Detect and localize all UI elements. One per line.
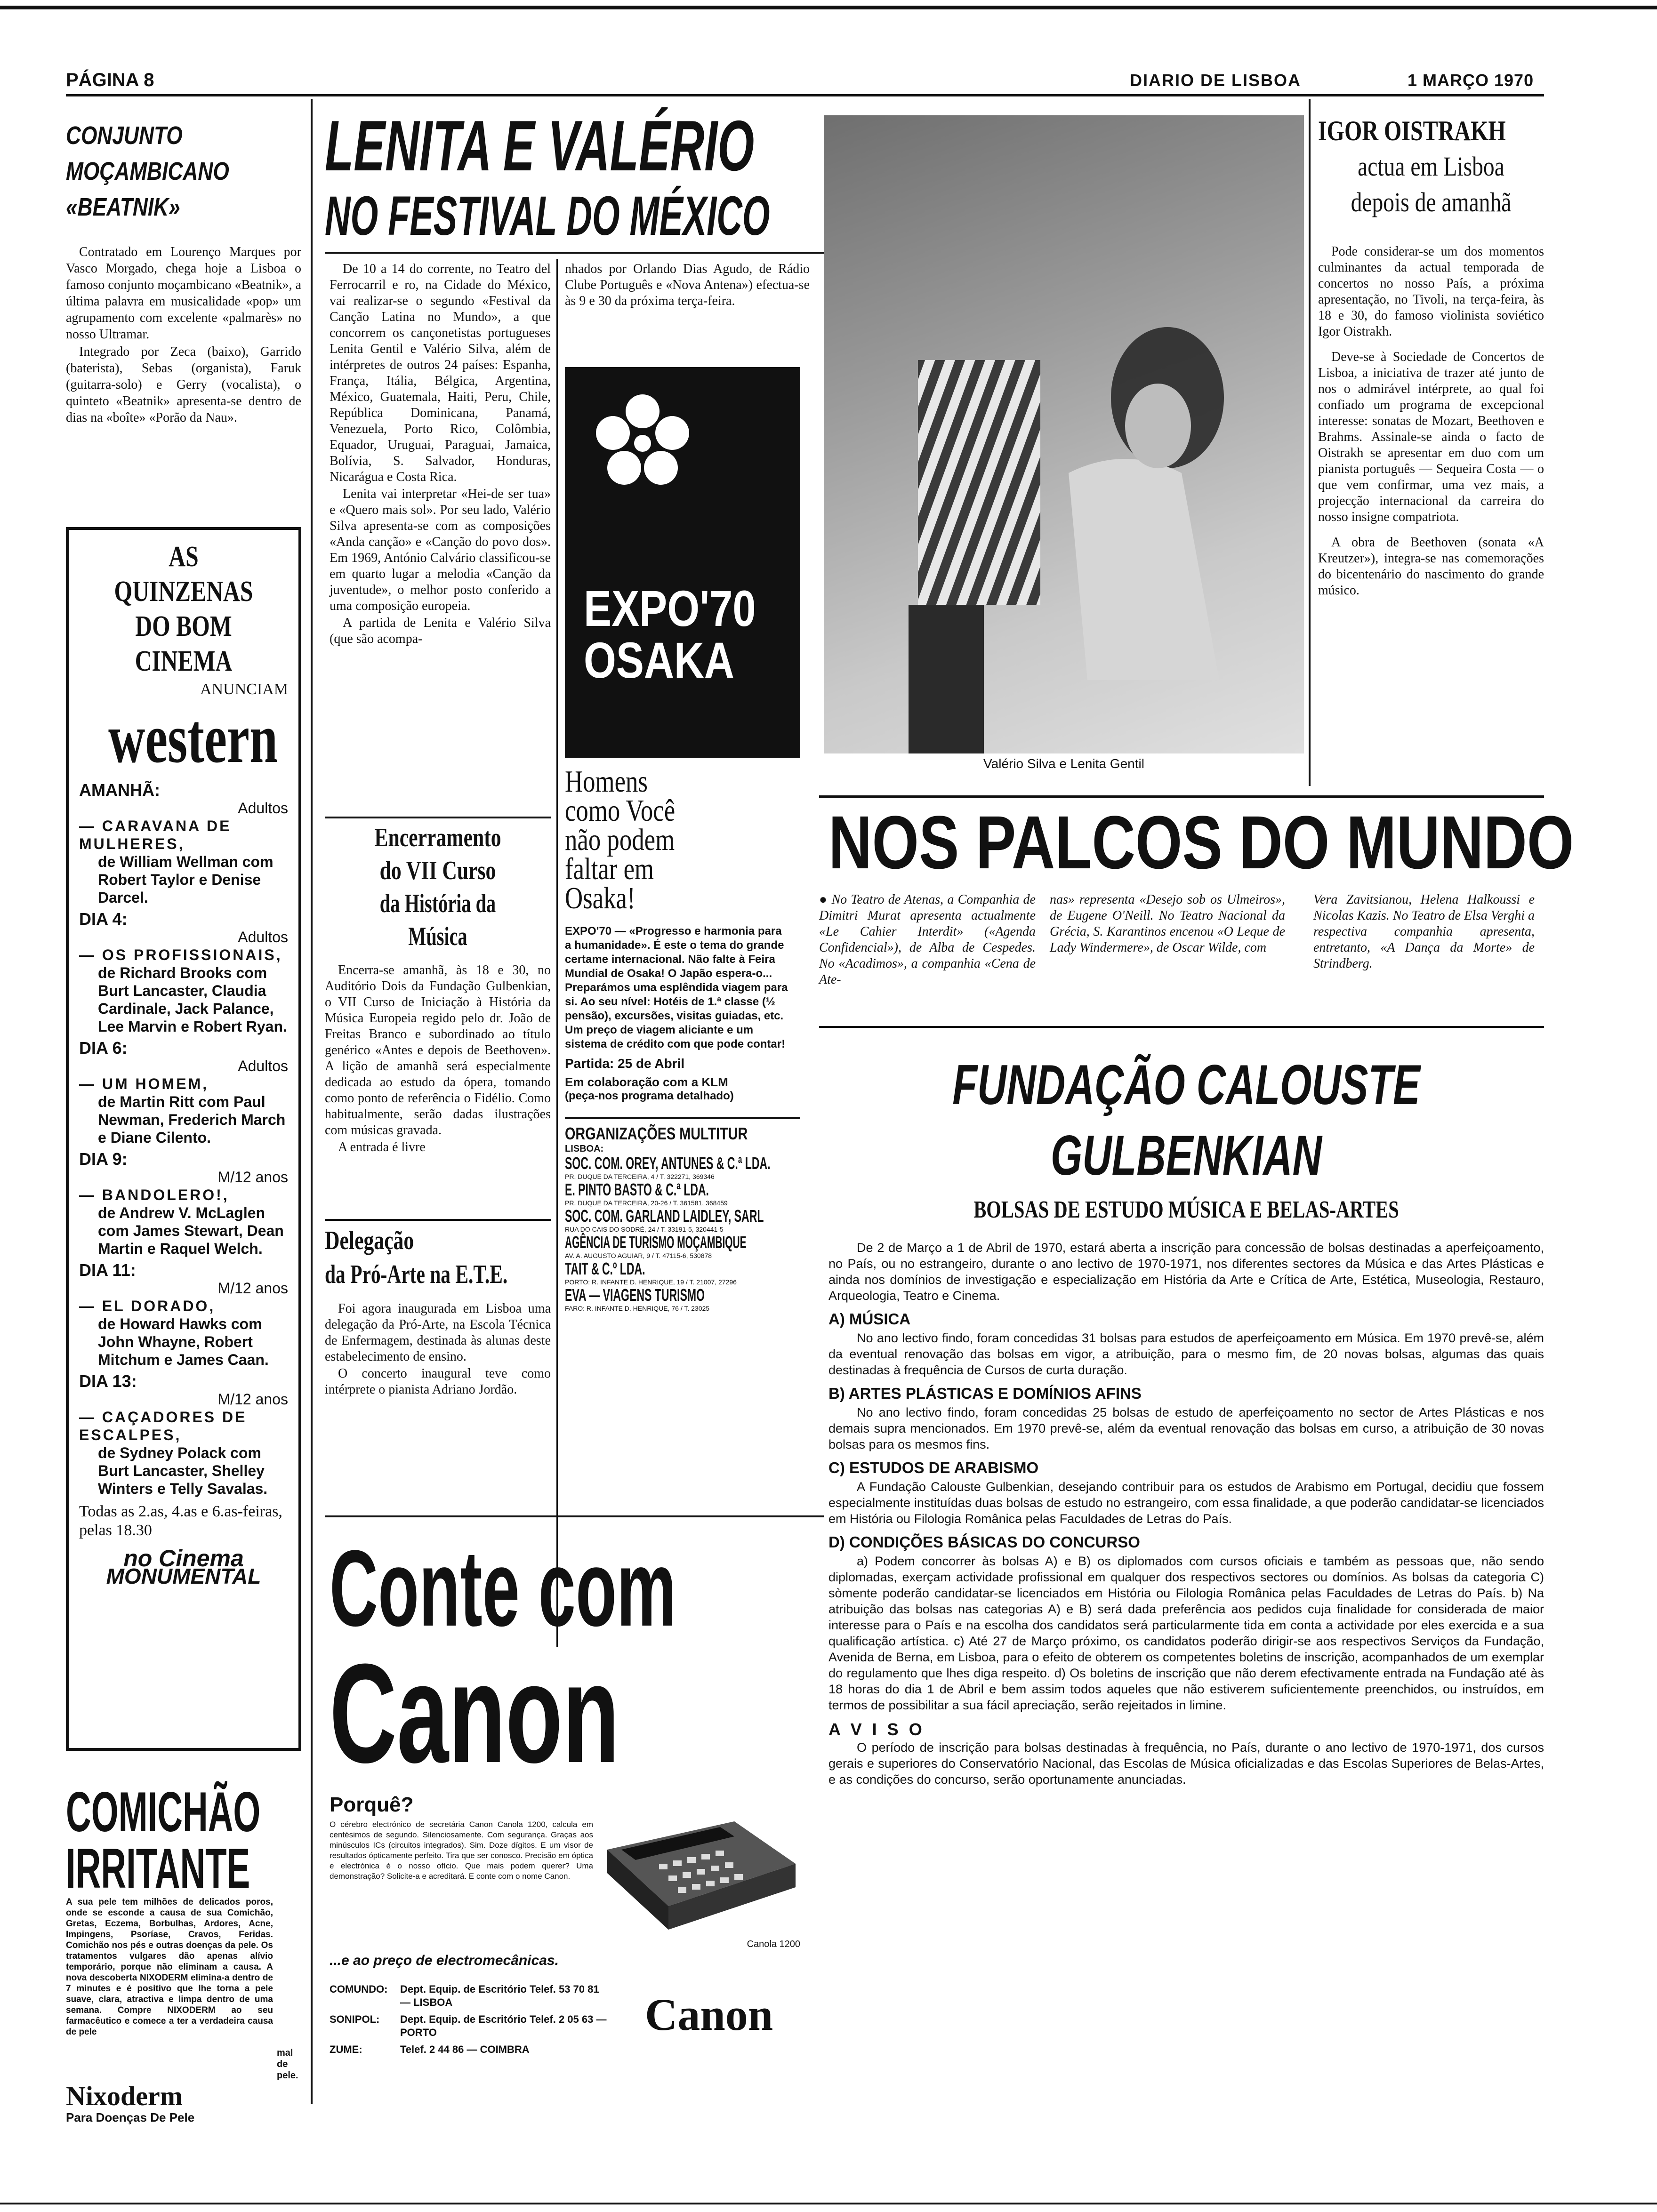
schedule-rating: Adultos (238, 929, 288, 946)
canon-features: O cérebro electrónico de secretária Canon Canola 1200, calcula em centésimos de segundo. Silenciosamente. Com segurança. Graças aos minúsculos ICs (circuitos integrados). Sim. Doze dígitos. E um visor de resultados ópticamente perfeito. Tira que ser conosco. Precisão em óptica e electrónica é o nosso ofício. Que mais podem querer? Uma demonstração? Solicite-a e acreditará. E conte com o nome Canon. (330, 1820, 593, 1881)
schedule-day: DIA 6: (79, 1038, 128, 1058)
agency-item (565, 1286, 810, 1313)
expo-title-1: EXPO'70 (584, 580, 756, 637)
delegacao-headline-2: da Pró-Arte na E.T.E. (325, 1260, 508, 1289)
nixoderm-headline-2: IRRITANTE (66, 1837, 250, 1900)
lenita-article (325, 108, 833, 247)
gulbenkian-headline-2: GULBENKIAN (1051, 1124, 1322, 1187)
dealer-label: SONIPOL: (330, 2013, 380, 2025)
gulbenkian-section (828, 1310, 1544, 1378)
schedule-times: Todas as 2.as, 4.as e 6.as-feiras, pelas 18.30 (79, 1503, 282, 1539)
schedule-rating: M/12 anos (217, 1169, 288, 1186)
cinema-title-1: AS QUINZENAS (114, 541, 253, 608)
schedule-item (79, 910, 288, 1035)
expo-headline: Homens (565, 764, 648, 799)
agency-address: FARO: R. INFANTE D. HENRIQUE, 76 / T. 23025 (565, 1305, 710, 1312)
schedule-details: de Andrew V. McLaglen com James Stewart, Dean Martin e Raquel Welch. (98, 1204, 284, 1257)
schedule-details: de Sydney Polack com Burt Lancaster, Shelley Winters e Telly Savalas. (98, 1444, 268, 1497)
palcos-text: No Teatro de Atenas, a Companhia de Dimitri Murat apresenta actualmente «Le Cahier Interdit» («Agenda Confidencial»), de Alba de Cespedes. No «Acadimos», a companhia «Cena de Ate- (819, 892, 1036, 987)
page-number: PÁGINA 8 (66, 70, 154, 90)
schedule-rating: Adultos (238, 800, 288, 817)
cinema-genre: western (108, 699, 278, 777)
nixoderm-ad (66, 1780, 311, 2124)
expo-headline: Osaka! (565, 881, 635, 915)
schedule-details: de Martin Ritt com Paul Newman, Frederich March e Diane Cilento. (98, 1093, 286, 1146)
expo-center (634, 435, 651, 452)
expo-ad (565, 367, 810, 1313)
agency-address: PORTO: R. INFANTE D. HENRIQUE, 19 / T. 21007, 27296 (565, 1278, 737, 1286)
cinema-venue-2: MONUMENTAL (106, 1564, 261, 1588)
conjunto-article (66, 118, 301, 427)
cinema-venue-1: no Cinema (123, 1545, 244, 1571)
agency-name: EVA — VIAGENS TURISMO (565, 1285, 705, 1305)
conjunto-headline-2: MOÇAMBICANO (66, 157, 229, 185)
lenita-headline-1: LENITA E VALÉRIO (325, 106, 755, 186)
nixoderm-headline-1: COMICHÃO (66, 1780, 261, 1843)
bullet-icon: ● (819, 892, 832, 907)
dealer-label: COMUNDO: (330, 1983, 388, 1995)
schedule-details: de Richard Brooks com Burt Lancaster, Claudia Cardinale, Jack Palance, Lee Marvin e Robert Ryan. (98, 964, 287, 1035)
igor-headline-2: actua em Lisboa (1358, 151, 1504, 182)
schedule-day: DIA 11: (79, 1260, 136, 1280)
igor-article (1318, 113, 1544, 600)
expo-agency-list (565, 1154, 810, 1313)
expo-body: EXPO'70 — «Progresso e harmonia para a humanidade». É este o tema do grande certame internacional. Não falte à Feira Mundial de Osaka! O Japão espera-o... Preparámos uma esplêndida viagem para si. Ao seu nível: Hotéis de 1.ª classe (½ pensão), excursões, visitas guiadas, etc. Um preço de viagem aliciante e um sistema de crédito com que pode contar! (565, 925, 788, 1050)
schedule-film: — BANDOLERO!, (79, 1186, 229, 1203)
igor-paragraph: Pode considerar-se um dos momentos culminantes da actual temporada de concertos no nosso País, a próxima apresentação, no Tivoli, na terça-feira, às 18 e 30, do famoso violinista soviético Igor Oistrakh. (1318, 244, 1544, 339)
encerramento-headline-2: do VII Curso (379, 856, 496, 885)
igor-paragraph: Deve-se à Sociedade de Concertos de Lisboa, a iniciativa de trazer até junto de nos o admirável intérprete, ao qual foi confiado um programa de excepcional interesse: sonatas de Mozart, Beethoven e Brahms. Assinale-se ainda o facto de Oistrakh se apresentar em duo com um pianista português — Sequeira Costa — o que vem confirmar, uma vez mais, a projecção internacional da carreira do nosso insigne compatriota. (1318, 350, 1544, 524)
lenita-col1 (330, 261, 551, 648)
agency-address: RUA DO CAIS DO SODRÉ, 24 / T. 33191-5, 320441-5 (565, 1226, 724, 1233)
palcos-col3: Vera Zavitsianou, Helena Halkoussi e Nicolas Kazis. No Teatro de Elsa Verghi a respectiva companhia apresenta, entretanto, «A Dança da Morte» de Strindberg. (1313, 892, 1535, 971)
section-title: C) ESTUDOS DE ARABISMO (828, 1459, 1039, 1476)
calculator-image (593, 1793, 800, 1944)
schedule-details: de Howard Hawks com John Whayne, Robert Mitchum e James Caan. (98, 1315, 269, 1368)
agency-item (565, 1260, 810, 1286)
aviso-title: A V I S O (828, 1720, 925, 1739)
agency-address: PR. DUQUE DA TERCEIRA, 4 / T. 322271, 369346 (565, 1173, 715, 1180)
newspaper-name: DIARIO DE LISBOA (1130, 71, 1302, 90)
encerramento-headline-3: da História da Música (379, 889, 496, 951)
nixoderm-tagline: Para Doenças De Pele (66, 2110, 195, 2124)
agency-address: AV. A. AUGUSTO AGUIAR, 9 / T. 47115-6, 530878 (565, 1252, 712, 1259)
schedule-item (79, 1372, 288, 1498)
agency-name: SOC. COM. GARLAND LAIDLEY, SARL (565, 1206, 764, 1226)
delegacao-article (325, 1224, 551, 1399)
section-title: A) MÚSICA (828, 1310, 911, 1328)
canon-ad (330, 1528, 824, 2118)
photo-lenita-valerio (824, 115, 1304, 774)
gulbenkian-section (828, 1385, 1544, 1452)
expo-program: (peça-nos programa detalhado) (565, 1090, 734, 1102)
schedule-film: — CARAVANA DE MULHERES, (79, 817, 232, 852)
expo-petal (626, 394, 660, 428)
schedule-details: de William Wellman com Robert Taylor e Denise Darcel. (98, 853, 273, 906)
expo-petal (596, 416, 630, 450)
gulbenkian-section (828, 1533, 1544, 1713)
schedule-day: AMANHÃ: (79, 780, 160, 800)
gulbenkian-section (828, 1459, 1544, 1527)
encerramento-headline-1: Encerramento (374, 823, 501, 852)
expo-petal (655, 416, 689, 450)
nixoderm-brand: Nixoderm (66, 2081, 183, 2111)
encerramento-paragraph: A entrada é livre (338, 1140, 426, 1154)
expo-headline: como Você (565, 793, 676, 828)
encerramento-paragraph: Encerra-se amanhã, às 18 e 30, no Auditório Dois da Fundação Gulbenkian, o VII Curso de Iniciação à História da Música Europeia regido pelo dr. João de Freitas Branco e subordinado ao título genérico «Antes e depois de Beethoven». A lição de amanhã será especialmente dedicada ao estudo da ópera, tomando como ponto de referência o Fidélio. Como habitualmente, serão dadas ilustrações com músicas gravada. (325, 963, 551, 1138)
delegacao-paragraph: Foi agora inaugurada em Lisboa uma delegação da Pró-Arte, na Escola Técnica de Enfermagem, destinada às alunas deste estabelecimento de ensino. (325, 1301, 551, 1364)
conjunto-headline-3: «BEATNIK» (66, 193, 180, 221)
dealer-text: Dept. Equip. de Escritório Telef. 2 05 63 — PORTO (400, 2013, 607, 2038)
agency-name: AGÊNCIA DE TURISMO MOÇAMBIQUE (565, 1233, 747, 1252)
expo-flower-icon (591, 391, 694, 494)
palcos-col2: nas» representa «Desejo sob os Ulmeiros», de Eugene O'Neill. No Teatro Nacional da Grécia, S. Karantinos encenou «O Leque de Lady Windermere», de Oscar Wilde, com (1050, 892, 1285, 955)
schedule-item (79, 1261, 288, 1369)
encerramento-article (325, 821, 551, 1156)
cinema-anunciam: ANUNCIAM (200, 681, 288, 698)
photo-caption: Valério Silva e Lenita Gentil (824, 753, 1304, 774)
agency-address: PR. DUQUE DA TERCEIRA, 20-26 / T. 361581, 368459 (565, 1199, 728, 1207)
expo-org-title: ORGANIZAÇÕES MULTITUR (565, 1124, 748, 1143)
schedule-film: — CAÇADORES DE ESCALPES, (79, 1409, 247, 1443)
dealer-item (330, 2013, 631, 2039)
lenita-col2: nhados por Orlando Dias Agudo, de Rádio Clube Português e «Nova Antena») efectua-se às 9 e 30 da próxima terça-feira. (565, 262, 810, 308)
expo-departure: Partida: 25 de Abril (565, 1056, 685, 1071)
schedule-item (79, 1039, 288, 1146)
expo-headline: não podem (565, 823, 675, 857)
schedule-day: DIA 4: (79, 909, 128, 929)
schedule-rating: M/12 anos (217, 1280, 288, 1297)
nixoderm-text: A sua pele tem milhões de delicados poros, onde se esconde a causa de sua Comichão, Gretas, Eczema, Borbulhas, Ardores, Acne, Impingens, Psoríase, Cravos, Feridas. Comichão nos pés e outras doenças da pele. Os tratamentos vulgares dão apenas alívio temporário, porque não eliminam a causa. A nova descoberta NIXODERM elimina-a dentro de 7 minutes e é positivo que lhe torna a pele suave, clara, atractiva e limpa dentro de uma semana. Compre NIXODERM ao seu farmacêutico e comece a ter a verdadeira causa de pele (66, 1897, 273, 2037)
section-title: D) CONDIÇÕES BÁSICAS DO CONCURSO (828, 1533, 1140, 1551)
aviso-text: O período de inscrição para bolsas destinadas à frequência, no País, durante o ano lectivo de 1970-1971, dos cursos gerais e superiores do Conservatório Nacional, das Escolas de Música oficializadas e das Escolas Superiores de Belas-Artes, e as condições do concurso, serão oportunamente anunciadas. (828, 1740, 1544, 1787)
expo-black-panel (565, 367, 800, 758)
gulbenkian-subtitle: BOLSAS DE ESTUDO MÚSICA E BELAS-ARTES (973, 1196, 1399, 1223)
cinema-title-2: DO BOM CINEMA (135, 610, 233, 677)
dealer-item (330, 1983, 631, 2009)
agency-item (565, 1207, 810, 1234)
schedule-film: — OS PROFISSIONAIS, (79, 946, 282, 963)
igor-headline-1: IGOR OISTRAKH (1318, 115, 1506, 146)
delegacao-headline-1: Delegação (325, 1226, 414, 1255)
agency-item (565, 1154, 810, 1181)
schedule-item (79, 1150, 288, 1258)
expo-headline: faltar em (565, 852, 654, 886)
section-text: a) Podem concorrer às bolsas A) e B) os diplomados com cursos oficiais e também as pessoas que, não sendo diplomadas, exerçam actividade profissional em qualquer dos respectivos sectores ou domínios. As bolsas da categoria C) sòmente poderão candidatar-se licenciados em História ou Filologia Românica pelas Faculdades de Letras do País. b) Na atribuição das bolsas nas categorias A) e B) será dada preferência aos pedidos cuja finalidade for considerada de maior interesse para o País e na escolha dos candidatos será particularmente tida em conta a actividade por eles exercida e a sua qualificação artística. c) Até 27 de Março próximo, os candidatos poderão dirigir-se aos respectivos Serviços da Fundação, Avenida de Berna, em Lisboa, para o efeito de obterem os competentes boletins de inscrição, acompanhados de um exemplar do regulamento que lhes diga respeito. d) Os boletins de inscrição que não derem efectivamente entrada na Fundação até às 18 horas do dia 1 de Abril e bem assim todos aqueles que não estiverem suficientemente preenchidos, ou instruídos, em termos de possibilitar a sua fácil apreciação, serão rejeitados in limine. (828, 1554, 1544, 1712)
gulbenkian-headline-1: FUNDAÇÃO CALOUSTE (952, 1053, 1420, 1116)
canon-headline-2: Canon (330, 1634, 619, 1792)
schedule-rating: Adultos (238, 1058, 288, 1074)
gulbenkian-intro: De 2 de Março a 1 de Abril de 1970, estará aberta a inscrição para concessão de bolsas destinadas a aperfeiçoamento, no País, ou no estrangeiro, durante o ano lectivo de 1970-1971, nos diferentes sectores da Música e das Artes Plásticas e ainda nos domínios de investigação e especialização em História da Arte e Crítica de Arte, Estética, Museologia, Restauro, Arqueologia, Teatro e Cinema. (828, 1241, 1544, 1303)
schedule-film: — UM HOMEM, (79, 1075, 209, 1092)
schedule-film: — EL DORADO, (79, 1298, 216, 1314)
palcos-col1 (819, 892, 1036, 988)
igor-headline-3: depois de amanhã (1351, 187, 1512, 217)
delegacao-paragraph: O concerto inaugural teve como intérprete o pianista Adriano Jordão. (325, 1366, 551, 1397)
schedule-day: DIA 13: (79, 1371, 137, 1391)
issue-date: 1 MARÇO 1970 (1408, 71, 1534, 90)
canon-logo: Canon (645, 1989, 773, 2040)
agency-name: E. PINTO BASTO & C.ª LDA. (565, 1180, 709, 1199)
canon-tagline: ...e ao preço de electromecânicas. (330, 1953, 559, 1968)
canon-model: Canola 1200 (747, 1939, 800, 1949)
igor-paragraph: A obra de Beethoven (sonata «A Kreutzer»), integra-se nas comemorações do bicentenário do nascimento do grande músico. (1318, 535, 1544, 598)
schedule-day: DIA 9: (79, 1149, 128, 1169)
section-text: A Fundação Calouste Gulbenkian, desejando contribuir para os estudos de Arabismo em Portugal, decidiu que fossem especialmente instituídas duas bolsas de estudo no estrangeiro, com essa finalidade, a que poderão candidatar-se licenciados em História ou Filologia Românica pelas Faculdades de Letras do País. (828, 1480, 1544, 1526)
lenita-paragraph: A partida de Lenita e Valério Silva (que são acompa- (330, 616, 551, 646)
expo-petal (644, 451, 678, 485)
conjunto-paragraph: Contratado em Lourenço Marques por Vasco Morgado, chega hoje a Lisboa o famoso conjunto moçambicano «Beatnik», a última palavra em musicalidade «pop» um agrupamento com excelente «palmarès» no nosso Ultramar. (66, 245, 301, 342)
photo-figures (824, 115, 1304, 774)
expo-title-2: OSAKA (584, 632, 734, 689)
schedule-rating: M/12 anos (217, 1391, 288, 1408)
expo-petal (607, 451, 641, 485)
agency-name: TAIT & C.º LDA. (565, 1259, 645, 1278)
section-text: No ano lectivo findo, foram concedidas 25 bolsas de estudo de aperfeiçoamento no sector de Artes Plásticas e nos demais supra mencionados. Em 1970 prevê-se, além da eventual renovação das bolsas em curso, a atribuição de 30 novas bolsas para os mesmos fins. (828, 1405, 1544, 1451)
lenita-paragraph: Lenita vai interpretar «Hei-de ser tua» e «Quero mais sol». Por seu lado, Valério Silva apresenta-se com as composições «Anda canção» e «Canção do povo dos». Em 1969, António Calvário classificou-se em quarto lugar a melodia «Canção da juventude», o melhor posto conferido a uma composição europeia. (330, 487, 551, 613)
cinema-ad (66, 527, 301, 1751)
section-text: No ano lectivo findo, foram concedidas 31 bolsas para estudos de aperfeiçoamento em Música. Em 1970 prevê-se, além da eventual renovação das bolsas em vigor, a atribuição, para o mesmo fim, de 20 novas bolsas, algumas das quais destinadas à frequência de Cursos de curta duração. (828, 1331, 1544, 1377)
agency-name: SOC. COM. OREY, ANTUNES & C.ª LDA. (565, 1154, 771, 1173)
agency-item (565, 1234, 810, 1260)
dealer-text: Telef. 2 44 86 — COIMBRA (400, 2044, 530, 2055)
expo-klm: Em colaboração com a KLM (565, 1075, 728, 1089)
palcos-headline: NOS PALCOS DO MUNDO (828, 800, 1574, 884)
gulbenkian-ad (828, 1050, 1544, 1787)
section-title: B) ARTES PLÁSTICAS E DOMÍNIOS AFINS (828, 1385, 1142, 1402)
agency-item (565, 1181, 810, 1207)
lenita-paragraph: De 10 a 14 do corrente, no Teatro del Ferrocarril e ro, na Cidade do México, vai realizar-se o segundo «Festival da Canção Latina no Mundo», a que concorrem os cançonetistas portugueses Lenita Gentil e Valério Silva, além de intérpretes de outros 24 países: Espanha, França, Itália, Bélgica, Argentina, México, Guatemala, Haiti, Peru, Chile, República Dominicana, Panamá, Venezuela, Porto Rico, Colômbia, Equador, Uruguai, Paraguai, Jamaica, Bolívia, S. Salvador, Honduras, Nicarágua e Costa Rica. (330, 262, 551, 484)
lenita-headline-2: NO FESTIVAL DO MÉXICO (325, 185, 770, 247)
canon-why: Porquê? (330, 1793, 414, 1816)
nixoderm-side: mal de pele. (277, 2048, 298, 2081)
canon-headline-1: Conte com (330, 1528, 676, 1649)
conjunto-paragraph: Integrado por Zeca (baixo), Garrido (baterista), Sebas (organista), Faruk (guitarra-solo) e Gerry (vocalista), o quinteto «Beatnik» apresenta-se dentro de dias na «boîte» «Porão da Nau». (66, 345, 301, 425)
conjunto-headline-1: CONJUNTO (66, 121, 183, 150)
expo-city: LISBOA: (565, 1144, 604, 1154)
dealer-label: ZUME: (330, 2044, 362, 2055)
schedule-item (79, 781, 288, 906)
dealer-item (330, 2043, 631, 2056)
dealer-text: Dept. Equip. de Escritório Telef. 53 70 81 — LISBOA (400, 1983, 599, 2008)
